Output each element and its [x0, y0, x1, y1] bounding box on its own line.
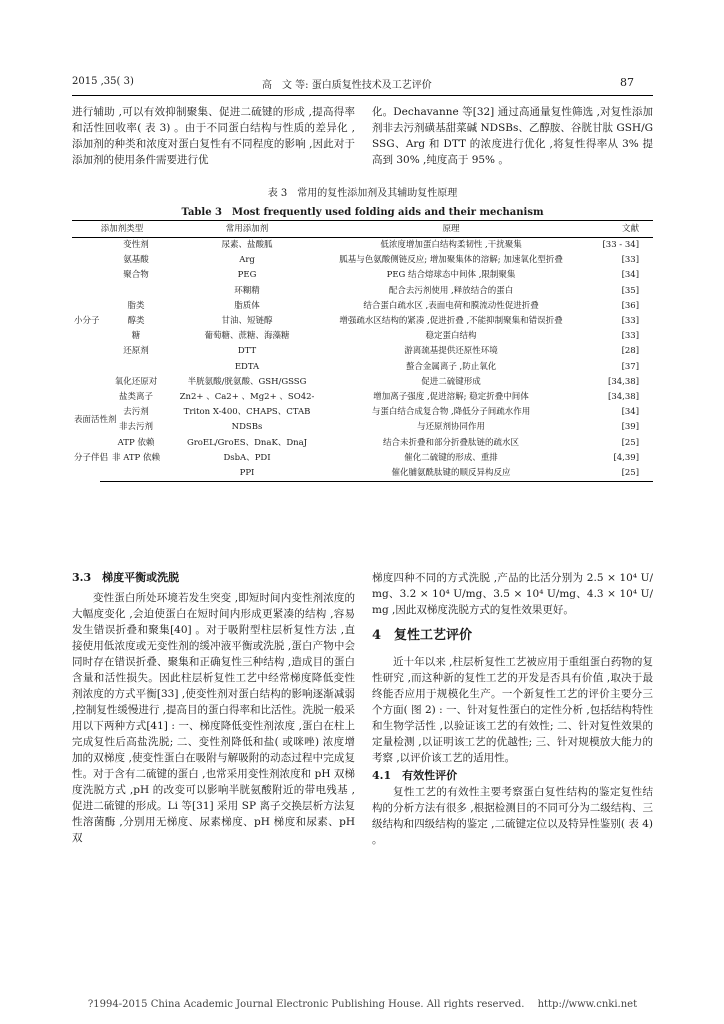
cell-principle: 催化脯氨酰肽键的顺反异构反应: [322, 466, 580, 482]
cell-type: 去污剂: [123, 407, 149, 418]
running-head-volume: 2015 ,35( 3): [72, 76, 134, 87]
top-left-paragraph: 进行辅助 ,可以有效抑制聚集、促进二硫键的形成 ,提高得率和活性回收率( 表 3) 。由于不同蛋白结构与性质的差异化 ,添加剂的种类和浓度对蛋白复性有不同程度的影响 ,因此对于添加剂的使用条件需要进行优: [72, 106, 355, 166]
header-reference: 文献: [580, 221, 653, 238]
cell-additive: PPI: [172, 466, 322, 482]
cell-type: 非 ATP 依赖: [112, 452, 160, 463]
table-row: [72, 253, 653, 268]
cell-reference: [37]: [621, 361, 640, 372]
table-header-row: [72, 221, 653, 238]
table-row: [72, 375, 653, 390]
cell-reference: [34,38]: [608, 376, 640, 387]
cell-type: 氧化还原对: [114, 376, 158, 387]
cell-reference: [4,39]: [613, 452, 640, 463]
cell-type: 非去污剂: [119, 422, 154, 433]
table-row: [72, 268, 653, 283]
right-paragraph-continued: 梯度四种不同的方式洗脱 ,产品的比活分别为 2.5 × 10⁴ U/mg、3.2 × 10⁴ U/mg、3.5 × 10⁴ U/mg、4.3 × 10⁴ U/mg ,因此双梯度洗脱方式的复性效果更好。: [372, 572, 653, 616]
cell-type: [100, 466, 172, 482]
cell-reference: [33 - 34]: [602, 240, 640, 250]
section-heading-4-1: 4.1 有效性评价: [372, 769, 458, 782]
cell-reference: [25]: [621, 437, 640, 448]
group-label: 分子伴侣: [74, 453, 109, 464]
running-head-title: 高 文 等: 蛋白质复性技术及工艺评价: [262, 80, 432, 91]
cell-additive: DsbA、PDI: [223, 452, 271, 463]
group-label: 表面活性剂: [74, 414, 117, 425]
cell-additive: EDTA: [234, 361, 260, 372]
cell-principle: 增加离子强度 ,促进溶解; 稳定折叠中间体: [373, 392, 529, 403]
cell-reference: [33]: [621, 255, 640, 266]
cell-principle: 螯合金属离子 ,防止氧化: [405, 361, 497, 372]
right-paragraph-2: 近十年以来 ,柱层析复性工艺被应用于重组蛋白药物的复性研究 ,而这种新的复性工艺的开发是否具有价值 ,取决于最终能否应用于规模化生产。一个新复性工艺的评价主要分三个方面( 图 2) : 一、针对复性蛋白的定性分析 ,包括结构特性和生物学活性 ,以验证该工艺的有效性; 二、针对复性效果的定量检测 ,以证明该工艺的优越性; 三、针对规模放大能力的考察 ,以评价该工艺的适用性。: [372, 656, 653, 764]
cell-principle: 结合未折叠和部分折叠肽链的疏水区: [383, 437, 520, 448]
left-paragraph: 变性蛋白所处环境若发生突变 ,即短时间内变性剂浓度的大幅度变化 ,会迫使蛋白在短时间内形成更紧凑的结构 ,容易发生错误折叠和聚集[40] 。对于吸附型柱层析复性方法 ,直接使用低浓度或无变性剂的缓冲液平衡或洗脱 ,蛋白产物中会同时存在错误折叠、聚集和正确复性三种结构 ,造成目的蛋白含量和活性损失。因此柱层析复性工艺中经常梯度降低变性剂浓度的方式平衡[33] ,使变性剂对蛋白结构的影响逐渐减弱 ,控制复性缓慢进行 ,提高目的蛋白得率和比活性。洗脱一般采用以下两种方式[41] : 一、梯度降低变性剂浓度 ,蛋白在柱上完成复性后高盐洗脱; 二、变性剂降低和盐( 或咪唑) 浓度增加的双梯度 ,使变性蛋白在吸附与解吸附的动态过程中完成复性。对于含有二硫键的蛋白 ,也常采用变性剂浓度和 pH 双梯度洗脱方式 ,pH 的改变可以影响半胱氨酸附近的带电残基 ,促进二硫键的形成。Li 等[31] 采用 SP 离子交换层析方法复性溶菌酶 ,分别用无梯度、尿素梯度、pH 梯度和尿素、pH 双: [72, 592, 356, 844]
cell-principle: 结合蛋白疏水区 ,表面电荷和膜流动性促进折叠: [363, 300, 539, 311]
table-row: [72, 314, 653, 329]
cell-type: [100, 360, 172, 375]
top-right-column: [372, 104, 653, 168]
table-row: [72, 284, 653, 299]
cell-reference: [35]: [621, 285, 640, 296]
cell-reference: [39]: [621, 422, 640, 433]
header-rule: [72, 95, 653, 96]
cell-principle: 与蛋白结合成复合物 ,降低分子间疏水作用: [371, 407, 531, 418]
cell-additive: Arg: [239, 255, 255, 266]
cell-additive: 环糊精: [234, 285, 260, 296]
cell-reference: [34,38]: [608, 392, 640, 403]
header-type: 添加剂类型: [72, 221, 172, 238]
cell-type: 还原剂: [123, 346, 149, 357]
cell-reference: [28]: [621, 346, 640, 357]
top-right-paragraph: 化。Dechavanne 等[32] 通过高通量复性筛选 ,对复性添加剂非去污剂磺基甜菜碱 NDSBs、乙醇胺、谷胱甘肽 GSH/GSSG、Arg 和 DTT 的浓度进行优化 ,将复性得率从 3% 提高到 30% ,纯度高于 95% 。: [372, 106, 653, 166]
cell-principle: 配合去污剂使用 ,释放结合的蛋白: [388, 285, 514, 296]
cell-reference: [33]: [621, 316, 640, 327]
cell-additive: PEG: [237, 270, 257, 281]
cell-type: 糖: [131, 331, 141, 342]
cell-reference: [36]: [621, 300, 640, 311]
cell-additive: 甘油、短链醇: [221, 316, 273, 327]
cell-type: 醇类: [127, 316, 145, 327]
cell-type: 氨基酸: [123, 255, 149, 266]
copyright-footer: ?1994-2015 China Academic Journal Electronic Publishing House. All rights reserved. http://www.cnki.net: [87, 999, 638, 1010]
page-number: 87: [620, 76, 634, 89]
cell-additive: DTT: [237, 346, 257, 357]
left-column: [72, 570, 355, 846]
cell-principle: 稳定蛋白结构: [425, 331, 477, 342]
cell-additive: Zn2+ 、Ca2+ 、Mg2+ 、SO42-: [179, 392, 315, 403]
cell-principle: 与还原剂协同作用: [417, 422, 486, 433]
cell-principle: PEG 结合熔球态中间体 ,限制聚集: [386, 270, 516, 281]
section-heading-4: 4 复性工艺评价: [372, 628, 473, 643]
cell-additive: 半胱氨酸/胱氨酸、GSH/GSSG: [187, 376, 307, 387]
cell-additive: GroEL/GroES、DnaK、DnaJ: [186, 437, 308, 448]
table-caption-en: Table 3 Most frequently used folding aids and their mechanism: [181, 207, 544, 218]
cell-type: 脂类: [127, 300, 145, 311]
cell-type: [100, 284, 172, 299]
cell-type: 变性剂: [123, 240, 149, 250]
table-row: [72, 466, 653, 482]
table-row: [72, 344, 653, 359]
table-row: [72, 238, 653, 254]
cell-additive: NDSBs: [231, 422, 263, 433]
table-row: [72, 405, 653, 420]
cell-principle: 催化二硫键的形成、重排: [404, 452, 498, 463]
table-row: [72, 360, 653, 375]
table-row: [72, 451, 653, 466]
cell-principle: 促进二硫键形成: [421, 376, 481, 387]
cell-reference: [34]: [621, 270, 640, 281]
cell-additive: 尿素、盐酸胍: [221, 240, 273, 250]
right-column: [372, 570, 653, 848]
right-paragraph-3: 复性工艺的有效性主要考察蛋白复性结构的鉴定复性结构的分析方法有很多 ,根据检测目的不同可分为二级结构、三级结构和四级结构的鉴定 ,二硫键定位以及特异性鉴别( 表 4) 。: [372, 786, 653, 846]
cell-principle: 胍基与色氨酸侧链反应; 增加聚集体的溶解; 加速氧化型折叠: [339, 255, 563, 266]
table-row: [72, 390, 653, 405]
cell-type: 聚合物: [123, 270, 149, 281]
folding-aids-table: [72, 220, 653, 482]
top-left-column: [72, 104, 355, 168]
header-additive: 常用添加剂: [172, 221, 322, 238]
table-row: [72, 420, 653, 435]
table-caption-cn: 表 3 常用的复性添加剂及其辅助复性原理: [267, 188, 458, 199]
cell-principle: 低浓度增加蛋白结构柔韧性 ,干扰聚集: [380, 240, 522, 250]
cell-additive: 葡萄糖、蔗糖、海藻糖: [204, 331, 290, 342]
table-row: [72, 299, 653, 314]
cell-additive: Triton X-400、CHAPS、CTAB: [183, 407, 311, 418]
header-principle: 原理: [322, 221, 580, 238]
group-label: 小分子: [74, 316, 100, 327]
table-row: [72, 436, 653, 451]
table-row: [72, 329, 653, 344]
cell-additive: 脂质体: [234, 300, 260, 311]
cell-principle: 游离巯基提供还原性环境: [404, 346, 498, 357]
cell-type: 盐类离子: [119, 392, 154, 403]
cell-reference: [33]: [621, 331, 640, 342]
cell-reference: [25]: [580, 466, 653, 482]
cell-type: ATP 依赖: [117, 437, 155, 448]
cell-principle: 增强疏水区结构的紧凑 ,促进折叠 ,不能抑制聚集和错误折叠: [339, 316, 563, 327]
section-heading-3-3: 3.3 梯度平衡或洗脱: [72, 571, 180, 584]
cell-reference: [34]: [621, 407, 640, 418]
